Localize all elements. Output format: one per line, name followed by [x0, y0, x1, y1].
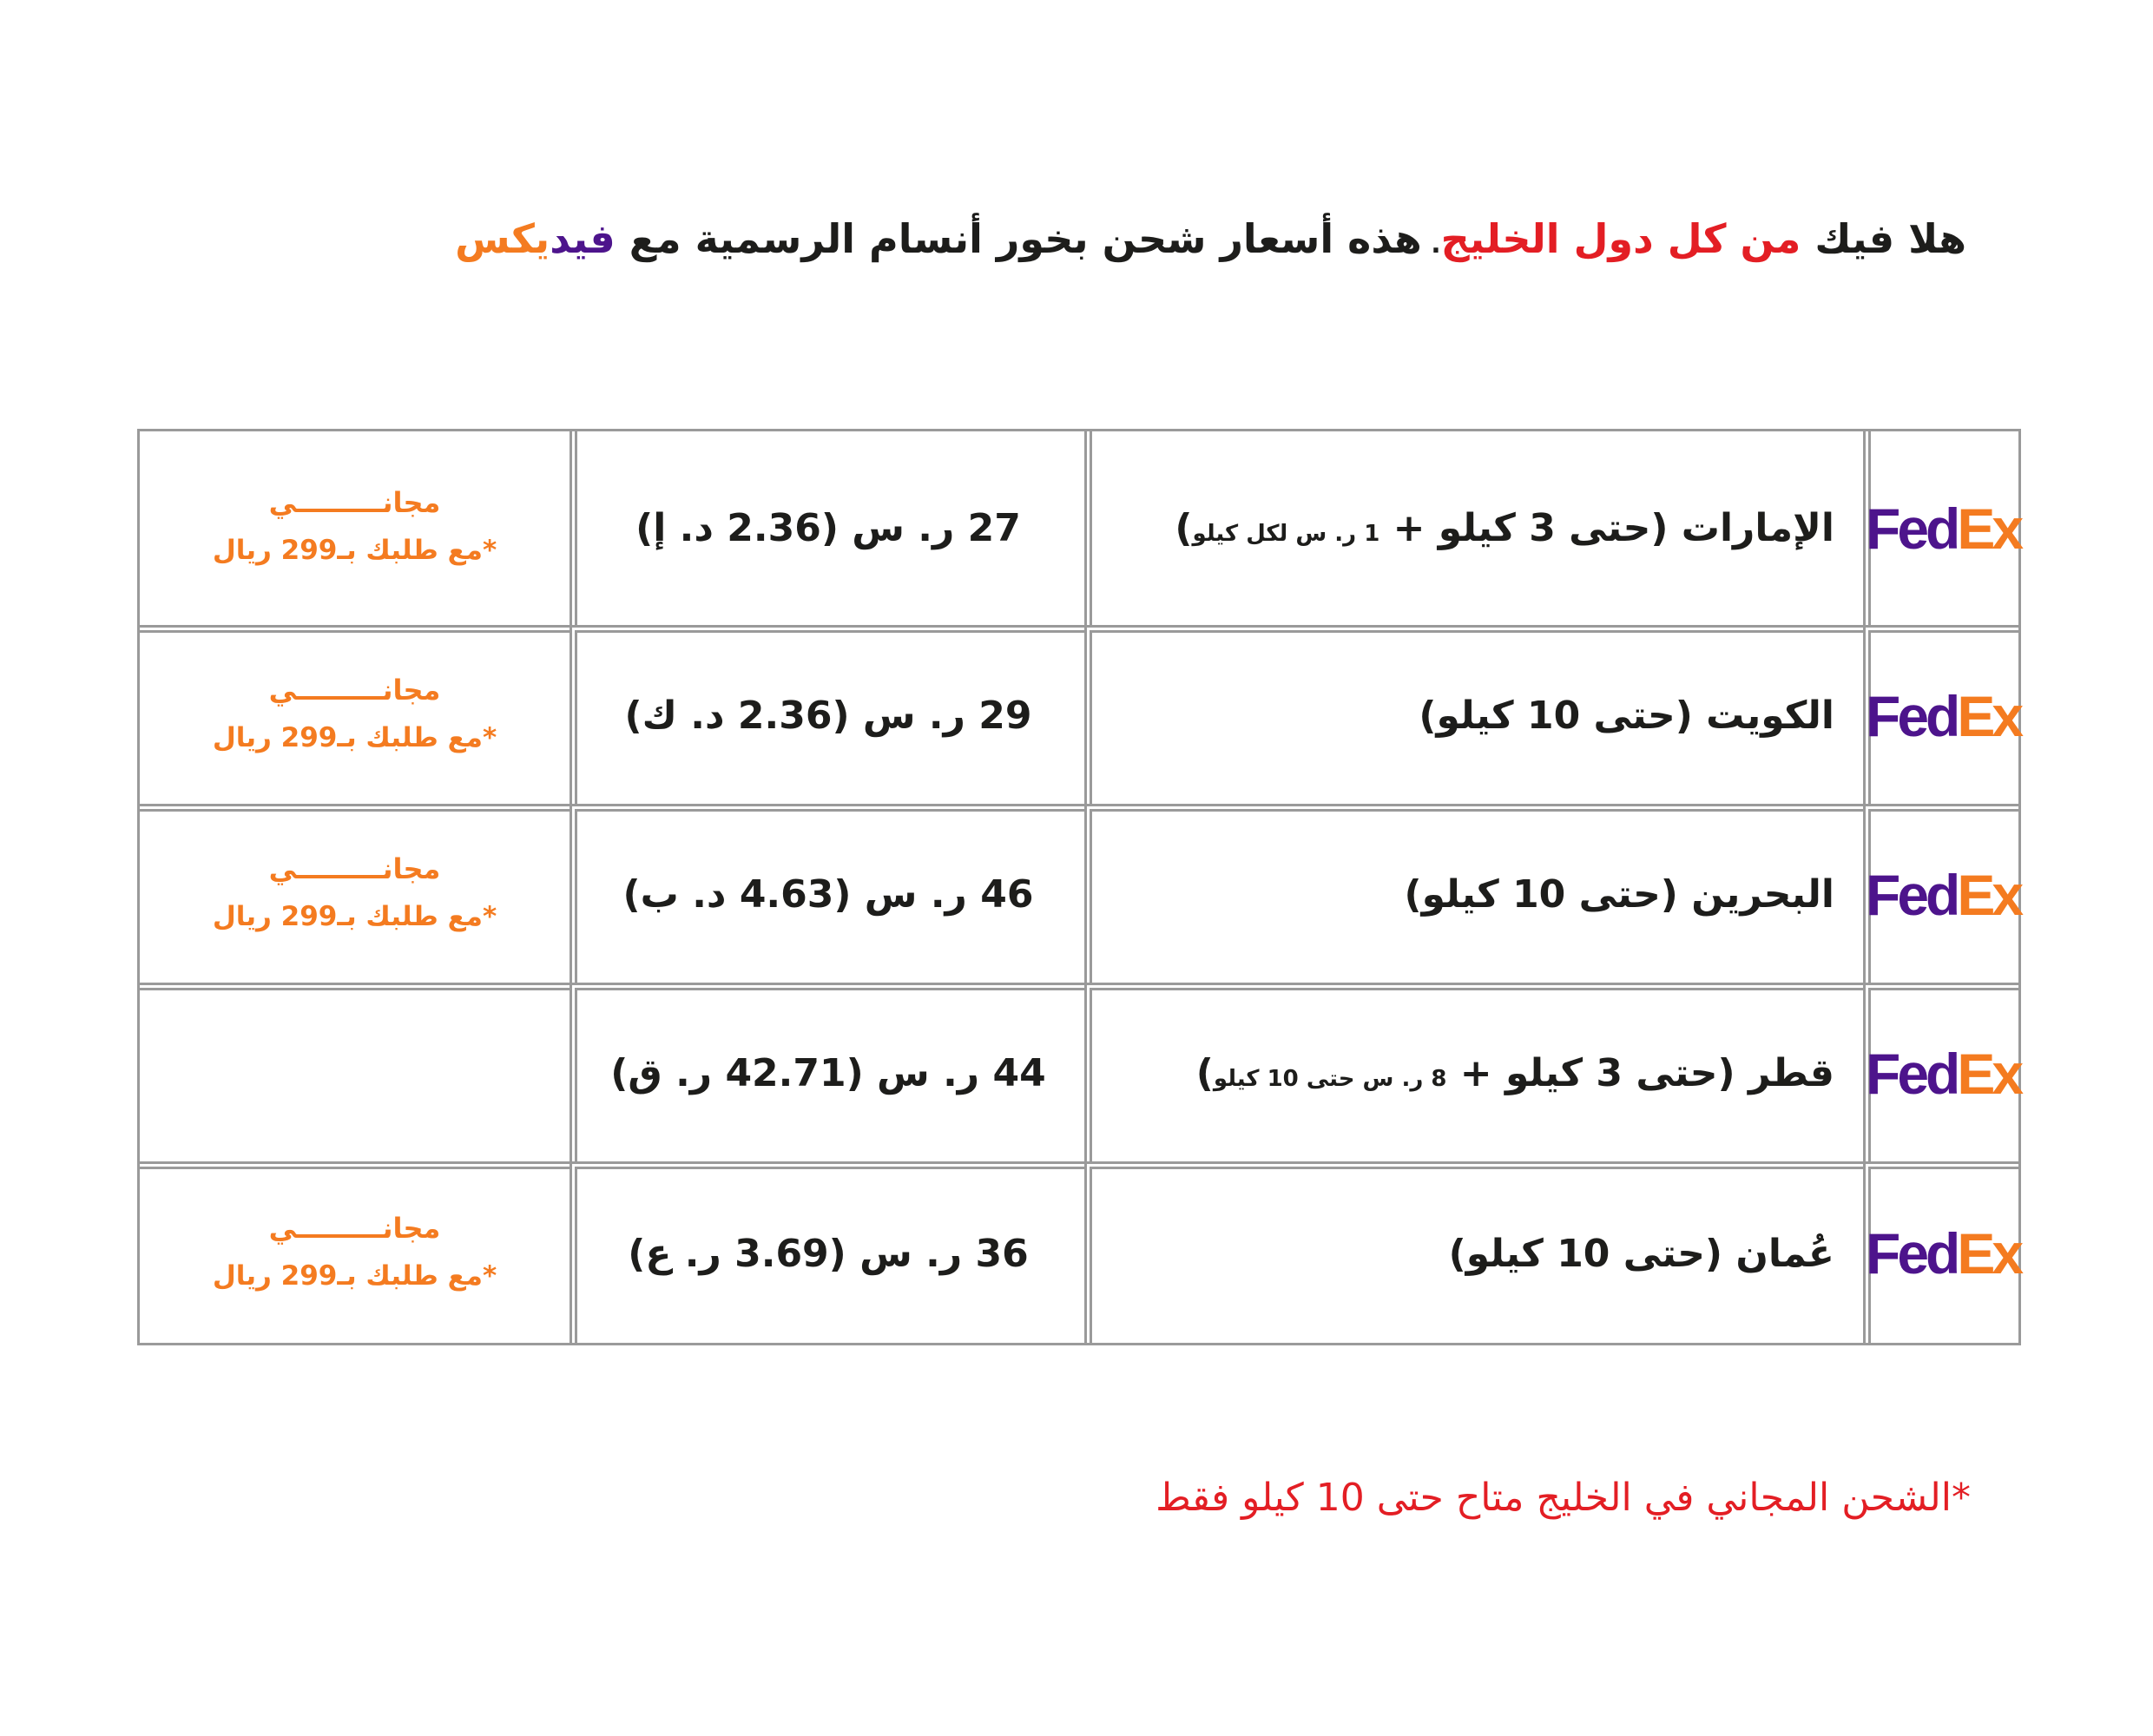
fedex-logo — [1866, 862, 2021, 927]
price-text: 29 ر. س (2.36 د. ك) — [624, 694, 1032, 738]
country-text — [1090, 872, 1834, 917]
price-text: 36 ر. س (3.69 ر. ع) — [628, 1231, 1029, 1276]
fedex-logo-fed: Fed — [1866, 683, 1958, 748]
price-text: 46 ر. س (4.63 د. ب) — [622, 872, 1034, 917]
country-cell — [1087, 985, 1866, 1164]
fedex-logo — [1866, 1221, 2021, 1286]
free-shipping-title: مجانـــــــــي — [268, 674, 441, 707]
page-headline — [317, 215, 1966, 262]
headline-dot: . — [1421, 229, 1441, 260]
headline-greeting: هلا فيك — [1801, 215, 1966, 262]
price-cell — [572, 628, 1087, 806]
price-cell — [572, 431, 1087, 628]
free-shipping-cell — [140, 628, 572, 806]
fedex-logo-ex: Ex — [1957, 496, 2021, 561]
price-cell — [572, 1164, 1087, 1343]
headline-brand-fed: فيد — [550, 215, 616, 262]
free-shipping-note: *مع طلبك بـ299 ريال — [212, 901, 497, 933]
shipping-price-table — [137, 429, 2021, 1342]
logo-cell — [1866, 806, 2021, 985]
fedex-logo — [1866, 683, 2021, 748]
free-shipping-note: *مع طلبك بـ299 ريال — [212, 722, 497, 754]
table-row — [140, 985, 2018, 1164]
fedex-logo-ex: Ex — [1957, 683, 2021, 748]
price-text: 27 ر. س (2.36 د. إ) — [635, 506, 1021, 550]
country-main: عُمان (حتى 10 كيلو) — [1448, 1231, 1834, 1276]
free-shipping-cell — [140, 806, 572, 985]
free-shipping-title: مجانـــــــــي — [268, 486, 441, 520]
headline-text: هذه أسعار شحن بخور أنسام الرسمية مع — [615, 215, 1422, 262]
free-shipping-note: *مع طلبك بـ299 ريال — [212, 535, 497, 567]
table-row — [140, 806, 2018, 985]
country-close: ) — [1195, 1051, 1214, 1095]
fedex-logo-ex: Ex — [1957, 862, 2021, 927]
fedex-logo — [1866, 496, 2021, 561]
country-extra: 1 ر. س لكل كيلو — [1192, 521, 1380, 547]
country-main: الإمارات (حتى 3 كيلو + — [1379, 506, 1834, 550]
country-main: البحرين (حتى 10 كيلو) — [1404, 872, 1834, 917]
fedex-logo-ex: Ex — [1957, 1041, 2021, 1106]
table-row — [140, 628, 2018, 806]
logo-cell — [1866, 431, 2021, 628]
free-shipping-cell — [140, 1164, 572, 1343]
country-text — [1090, 1232, 1834, 1276]
free-shipping-footnote: *الشحن المجاني في الخليج متاح حتى 10 كيلو فقط — [1156, 1476, 1971, 1520]
country-cell — [1087, 806, 1866, 985]
country-text — [1090, 1051, 1834, 1095]
country-text — [1090, 694, 1834, 738]
country-cell — [1087, 628, 1866, 806]
logo-cell — [1866, 628, 2021, 806]
fedex-logo-fed: Fed — [1866, 1041, 1958, 1106]
free-shipping-cell — [140, 431, 572, 628]
country-cell — [1087, 1164, 1866, 1343]
free-shipping-note: *مع طلبك بـ299 ريال — [212, 1259, 497, 1292]
free-shipping-cell — [140, 985, 572, 1164]
fedex-logo-ex: Ex — [1957, 1221, 2021, 1286]
country-cell — [1087, 431, 1866, 628]
headline-gulf-highlight: من كل دول الخليج — [1440, 215, 1801, 262]
table-row — [140, 431, 2018, 628]
price-cell — [572, 806, 1087, 985]
country-main: قطر (حتى 3 كيلو + — [1446, 1051, 1834, 1095]
fedex-logo-fed: Fed — [1866, 496, 1958, 561]
headline-brand-ex: يكس — [455, 215, 550, 262]
country-main: الكويت (حتى 10 كيلو) — [1419, 694, 1834, 738]
table-row — [140, 1164, 2018, 1343]
free-shipping-title: مجانـــــــــي — [268, 852, 441, 886]
price-text: 44 ر. س (42.71 ر. ق) — [610, 1051, 1046, 1095]
fedex-logo — [1866, 1041, 2021, 1106]
country-close: ) — [1175, 506, 1193, 550]
country-text — [1090, 506, 1834, 550]
country-extra: 8 ر. س حتى 10 كيلو — [1213, 1066, 1447, 1092]
free-shipping-title: مجانـــــــــي — [268, 1211, 441, 1245]
logo-cell — [1866, 985, 2021, 1164]
fedex-logo-fed: Fed — [1866, 862, 1958, 927]
price-cell — [572, 985, 1087, 1164]
fedex-logo-fed: Fed — [1866, 1221, 1958, 1286]
logo-cell — [1866, 1164, 2021, 1343]
